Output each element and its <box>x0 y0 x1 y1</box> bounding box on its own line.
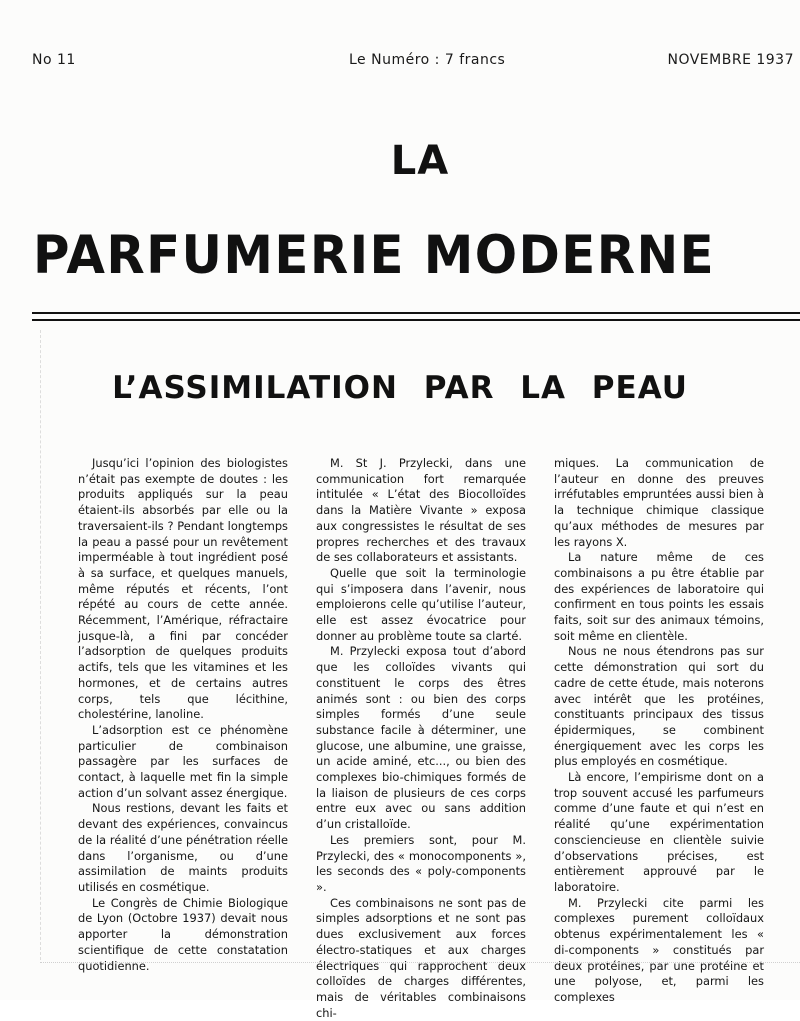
paragraph: La nature même de ces combinaisons a pu être établie par des expériences de laboratoire qui confirment en tous points les essais faits, soit sur des animaux témoins, soit même en clientèle. <box>554 550 764 643</box>
paragraph: Ces combinaisons ne sont pas de simples adsorptions et ne sont pas dues exclusivement aux forces électro-statiques et aux charges électriques qui rapprochent deux colloïdes de charges différentes, mais de véritables combinaisons chi- <box>316 895 526 1020</box>
paragraph: Là encore, l’empirisme dont on a trop souvent accusé les parfumeurs comme d’une faute et qui n’est en réalité qu’une expérimentation consciencieuse en clientèle suivie d’observations précises, est entièrement approuvé par le laboratoire. <box>554 770 764 894</box>
paragraph: M. Przylecki exposa tout d’abord que les colloïdes vivants qui constituent le corps des êtres animés sont : ou bien des corps simples formés d’une seule substance facile à déterminer, une glucose, une albumine, une graisse, un acide aminé, etc..., ou bien des complexes bio-chimiques formés de la liaison de plusieurs de ces corps entre eux avec ou sans addition d’un cristalloïde. <box>316 644 526 832</box>
article-title: L’ASSIMILATION PAR LA PEAU <box>112 370 688 406</box>
paragraph: Le Congrès de Chimie Biologique de Lyon (Octobre 1937) devait nous apporter la démonstration scientifique de cette constatation quotidienne. <box>78 895 288 973</box>
page-margin-marks <box>40 330 43 960</box>
article-column-1 <box>78 456 288 1021</box>
issue-price: Le Numéro : 7 francs <box>349 52 506 68</box>
masthead-article: LA <box>390 138 450 184</box>
issue-number: No 11 <box>32 52 76 68</box>
paragraph: Jusqu’ici l’opinion des biologistes n’était pas exempte de doutes : les produits appliqués sur la peau étaient-ils absorbés par elle ou la traversaient-ils ? Pendant longtemps la peau a passé pour un revêtement imperméable à tout ingrédient posé à sa surface, et quelques manuels, même réputés et récents, l’ont répété au cours de cette année. Récemment, l’Amérique, réfractaire jusque-là, a fini par concéder l’adsorption de quelques produits actifs, tels que les vitamines et les hormones, et de certains autres corps, tels que lécithine, cholestérine, lanoline. <box>78 456 288 722</box>
article-column-2 <box>316 456 526 1021</box>
issue-date: NOVEMBRE 1937 <box>667 52 794 68</box>
masthead-rule-top <box>32 312 800 314</box>
paragraph: Les premiers sont, pour M. Przylecki, des « monocomponents », les seconds des « poly-components ». <box>316 832 526 894</box>
paragraph: M. St J. Przylecki, dans une communication fort remarquée intitulée « L’état des Biocolloïdes dans la Matière Vivante » exposa aux congressistes le résultat de ses propres recherches et des travaux de ses collaborateurs et assistants. <box>316 456 526 565</box>
article-column-3 <box>554 456 764 1021</box>
page-bottom-edge <box>40 962 800 963</box>
masthead-title: PARFUMERIE MODERNE <box>33 225 716 286</box>
paragraph: miques. La communication de l’auteur en donne des preuves irréfutables empruntées aussi bien à la technique chimique classique qu’aux méthodes de mesures par les rayons X. <box>554 456 764 549</box>
article-body <box>78 456 764 1021</box>
paragraph: Quelle que soit la terminologie qui s’imposera dans l’avenir, nous emploierons celle qu’utilise l’auteur, elle est assez évocatrice pour donner au problème toute sa clarté. <box>316 565 526 643</box>
masthead-rule-bottom <box>32 319 800 321</box>
paragraph: Nous restions, devant les faits et devant des expériences, convaincus de la réalité d’une pénétration réelle dans l’organisme, ou d’une assimilation de maints produits utilisés en cosmétique. <box>78 801 288 894</box>
paragraph: L’adsorption est ce phénomène particulier de combinaison passagère par les surfaces de contact, à laquelle met fin la simple action d’un solvant assez énergique. <box>78 722 288 800</box>
paragraph: M. Przylecki cite parmi les complexes purement colloïdaux obtenus expérimentalement les « di-components » constitués par deux protéines, par une protéine et une polyose, et, parmi les complexes <box>554 895 764 1004</box>
paragraph: Nous ne nous étendrons pas sur cette démonstration qui sort du cadre de cette étude, mais noterons avec intérêt que les protéines, constituants principaux des tissus épidermiques, se combinent énergiquement avec les corps les plus employés en cosmétique. <box>554 644 764 769</box>
